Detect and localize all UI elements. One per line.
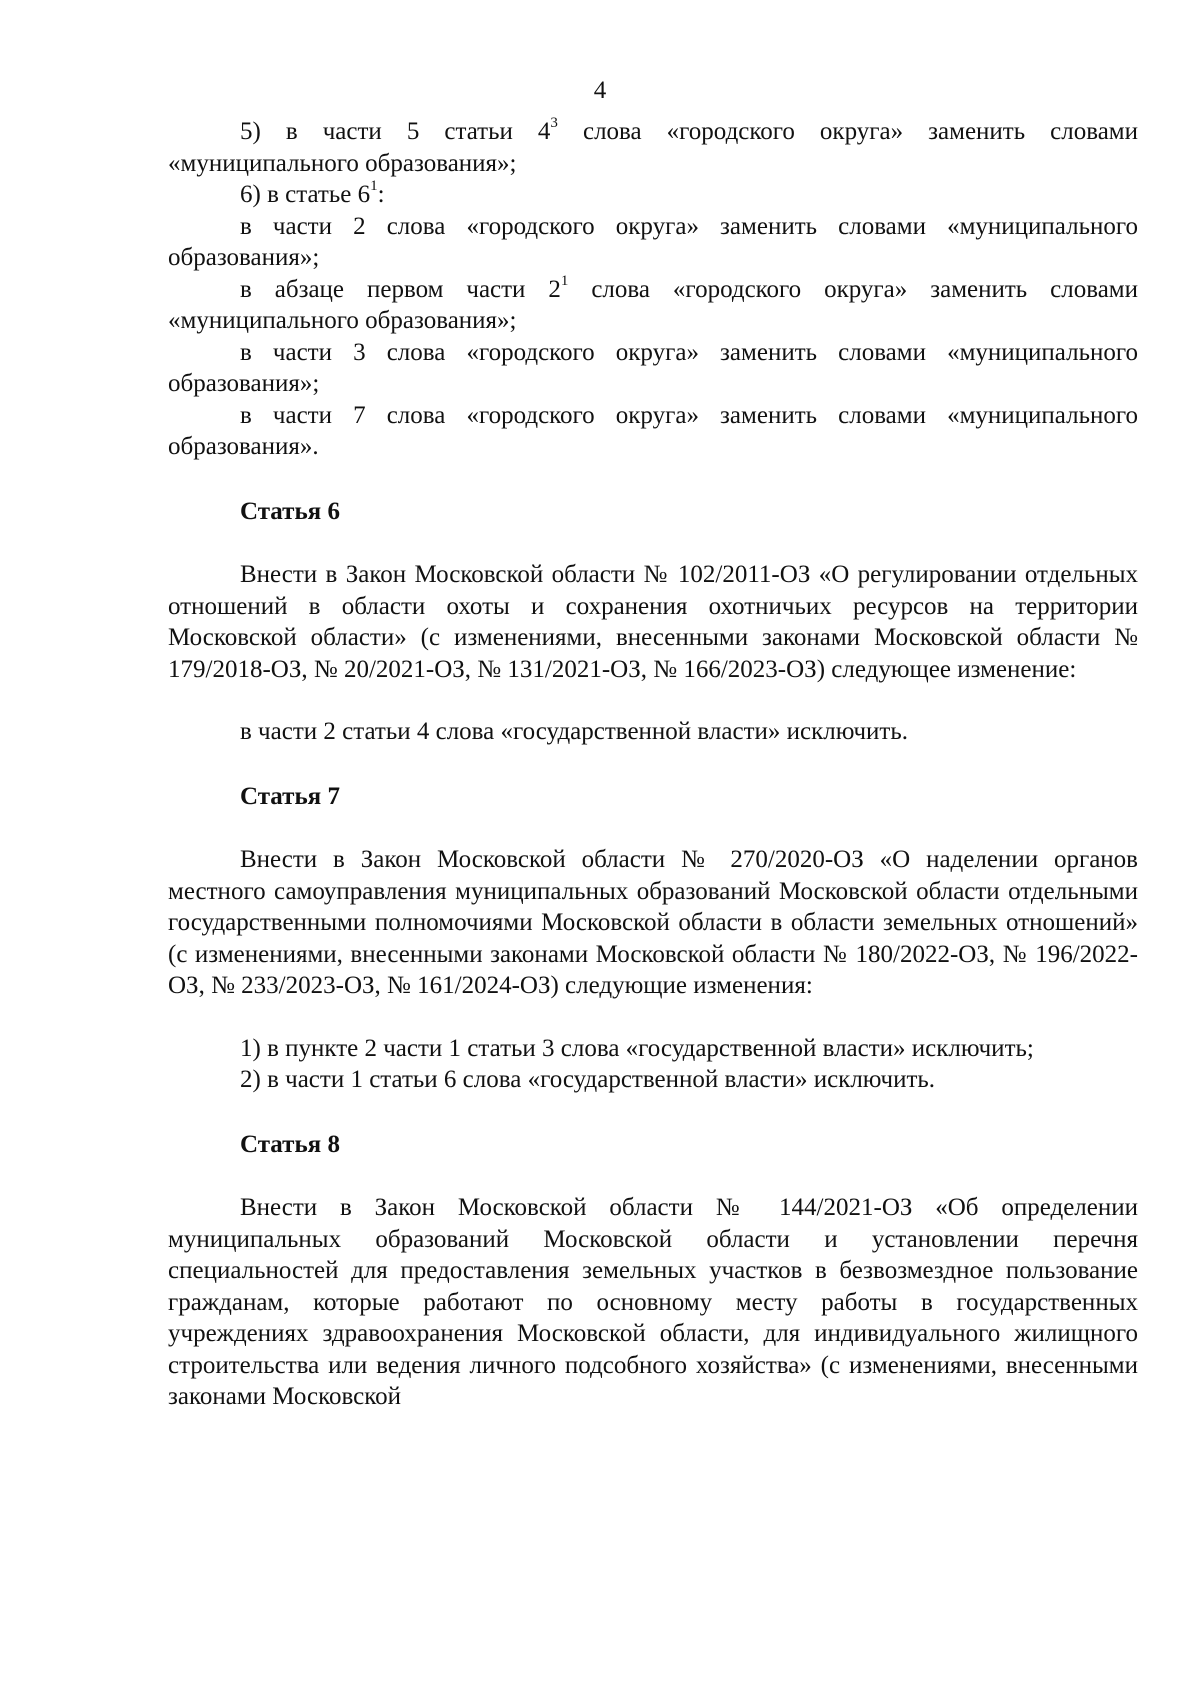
article-7-heading: Статья 7: [240, 782, 340, 810]
item-6-text: :: [377, 181, 385, 208]
item-5-prefix: 5) в части 5 статьи 4: [240, 118, 551, 145]
item-5-superscript: 3: [550, 115, 558, 131]
item-6-part-2: в части 2 слова «городского округа» заменить словами «муниципального образования»;: [168, 212, 1138, 271]
document-body: [168, 116, 1138, 1413]
item-6-part-3: в части 3 слова «городского округа» заменить словами «муниципального образования»;: [168, 338, 1138, 397]
article-7-intro: Внести в Закон Московской области № 270/2020-ОЗ «О наделении органов местного самоуправления муниципальных образований Московской области отдельными государственными полномочиями Московской области в области земельных отношений» (с изменениями, внесенными законами Московской области № 180/2022-ОЗ, № 196/2022-ОЗ, № 233/2023-ОЗ, № 161/2024-ОЗ) следующие изменения:: [168, 846, 1138, 999]
article-6-heading: Статья 6: [240, 497, 340, 525]
item-6-prefix: 6) в статье 6: [240, 181, 371, 208]
article-8-intro: Внести в Закон Московской области № 144/2021-ОЗ «Об определении муниципальных образований Московской области и установлении перечня специальностей для предоставления земельных участков в безвозмездное пользование гражданам, которые работают по основному месту работы в государственных учреждениях здравоохранения Московской области, для индивидуального жилищного строительства или ведения личного подсобного хозяйства» (с изменениями, внесенными законами Московской: [168, 1194, 1138, 1410]
item-6-part-2-1-text: слова «городского округа» заменить словами «муниципального образования»;: [168, 275, 1138, 334]
item-6-part-2-1: [168, 274, 1138, 337]
item-5-text: слова «городского округа» заменить словами «муниципального образования»;: [168, 118, 1139, 177]
item-6-part-7: в части 7 слова «городского округа» заменить словами «муниципального образования».: [168, 401, 1138, 460]
item-6: [168, 179, 1138, 211]
item-6-part-2-1-prefix: в абзаце первом части 2: [240, 275, 561, 303]
article-7-change-1: 1) в пункте 2 части 1 статьи 3 слова «государственной власти» исключить;: [240, 1034, 1034, 1062]
article-7-change-2: 2) в части 1 статьи 6 слова «государственной власти» исключить.: [240, 1066, 936, 1093]
page-number: 4: [593, 77, 607, 104]
article-6-change: в части 2 статьи 4 слова «государственной власти» исключить.: [240, 718, 908, 745]
article-8-heading: Статья 8: [240, 1130, 340, 1158]
article-6-intro: Внести в Закон Московской области № 102/2011-ОЗ «О регулировании отдельных отношений в области охоты и сохранения охотничьих ресурсов на территории Московской области» (с изменениями, внесенными законами Московской области № 179/2018-ОЗ, № 20/2021-ОЗ, № 131/2021-ОЗ, № 166/2023-ОЗ) следующее изменение:: [168, 561, 1138, 683]
item-6-part-2-1-superscript: 1: [560, 272, 569, 289]
item-5: [168, 116, 1138, 179]
item-6-superscript: 1: [370, 178, 378, 194]
